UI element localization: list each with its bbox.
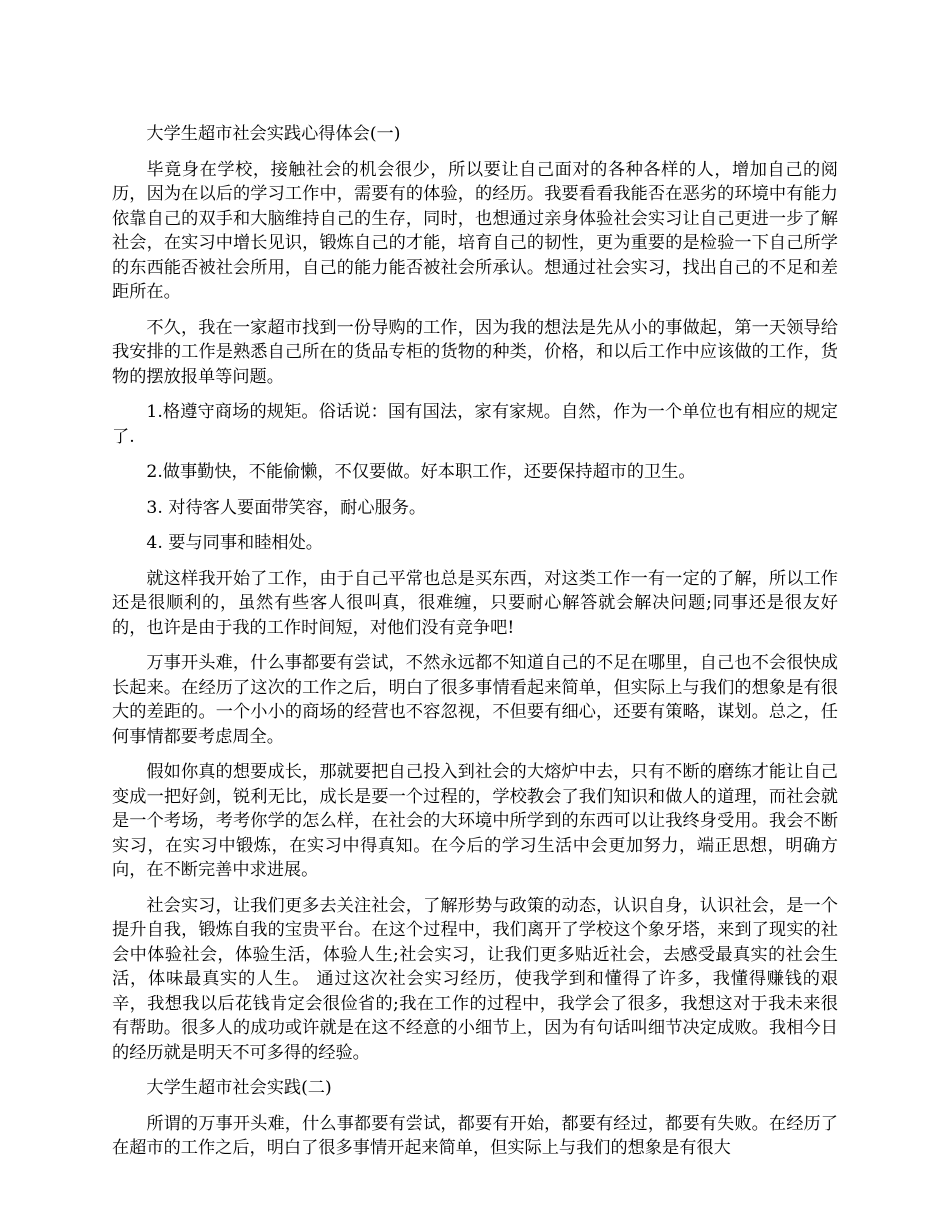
section-heading-1: 大学生超市社会实践心得体会(一) (146, 124, 401, 144)
list-item: 1.格遵守商场的规矩。俗话说：国有国法，家有家规。自然，作为一个单位也有相应的规定了. (112, 402, 838, 447)
body-paragraph: 毕竟身在学校，接触社会的机会很少，所以要让自己面对的各种各样的人，增加自己的阅历，因为在以后的学习工作中，需要有的体验，的经历。我要看看我能否在恶劣的环境中有能力依靠自己的双手和大脑维持自己的生存，同时，也想通过亲身体验社会实习让自己更进一步了解社会，在实习中增长见识，锻炼自己的才能，培育自己的韧性，更为重要的是检验一下自己所学的东西能否被社会所用，自己的能力能否被社会所承认。想通过社会实习，找出自己的不足和差距所在。 (112, 159, 838, 302)
document-body (112, 122, 838, 1172)
list-item: 3. 对待客人要面带笑容，耐心服务。 (146, 497, 427, 518)
body-paragraph: 假如你真的想要成长，那就要把自己投入到社会的大熔炉中去，只有不断的磨练才能让自己变成一把好剑，锐利无比，成长是要一个过程的，学校教会了我们知识和做人的道理，而社会就是一个考场，考考你学的怎么样，在社会的大环境中所学到的东西可以让我终身受用。我会不断实习，在实习中锻炼，在实习中得真知。在今后的学习生活中会更加努力，端正思想，明确方向，在不断完善中求进展。 (112, 762, 838, 880)
body-paragraph: 所谓的万事开头难，什么事都要有尝试，都要有开始，都要有经过，都要有失败。在经历了在超市的工作之后，明白了很多事情开起来简单，但实际上与我们的想象是有很大 (112, 1113, 838, 1158)
body-paragraph: 万事开头难，什么事都要有尝试，不然永远都不知道自己的不足在哪里，自己也不会很快成长起来。在经历了这次的工作之后，明白了很多事情看起来简单，但实际上与我们的想象是有很大的差距的。一个小小的商场的经营也不容忽视，不但要有细心，还要有策略，谋划。总之，任何事情都要考虑周全。 (112, 653, 838, 747)
list-item: 2.做事勤快，不能偷懒，不仅要做。好本职工作，还要保持超市的卫生。 (146, 462, 696, 482)
body-paragraph: 不久，我在一家超市找到一份导购的工作，因为我的想法是先从小的事做起，第一天领导给我安排的工作是熟悉自己所在的货品专柜的货物的种类，价格，和以后工作中应该做的工作，货物的摆放报单等问题。 (112, 317, 838, 387)
section-heading-2: 大学生超市社会实践(二) (146, 1078, 332, 1098)
body-paragraph: 社会实习，让我们更多去关注社会，了解形势与政策的动态，认识自身，认识社会，是一个提升自我，锻炼自我的宝贵平台。在这个过程中，我们离开了学校这个象牙塔，来到了现实的社会中体验社会，体验生活，体验人生;社会实习，让我们更多贴近社会，去感受最真实的社会生活，体味最真实的人生。 通过这次社会实习经历，使我学到和懂得了许多，我懂得赚钱的艰辛，我想我以后花钱肯定会很俭省的;我在工作的过程中，我学会了很多，我想这对于我未来很有帮助。很多人的成功或许就是在这不经意的小细节上，因为有句话叫细节决定成败。我相今日的经历就是明天不可多得的经验。 (112, 895, 838, 1063)
body-paragraph: 就这样我开始了工作，由于自己平常也总是买东西，对这类工作一有一定的了解，所以工作还是很顺利的，虽然有些客人很叫真，很难缠，只要耐心解答就会解决问题;同事还是很友好的，也许是由于我的工作时间短，对他们没有竞争吧! (112, 568, 838, 638)
list-item: 4. 要与同事和睦相处。 (146, 533, 323, 553)
